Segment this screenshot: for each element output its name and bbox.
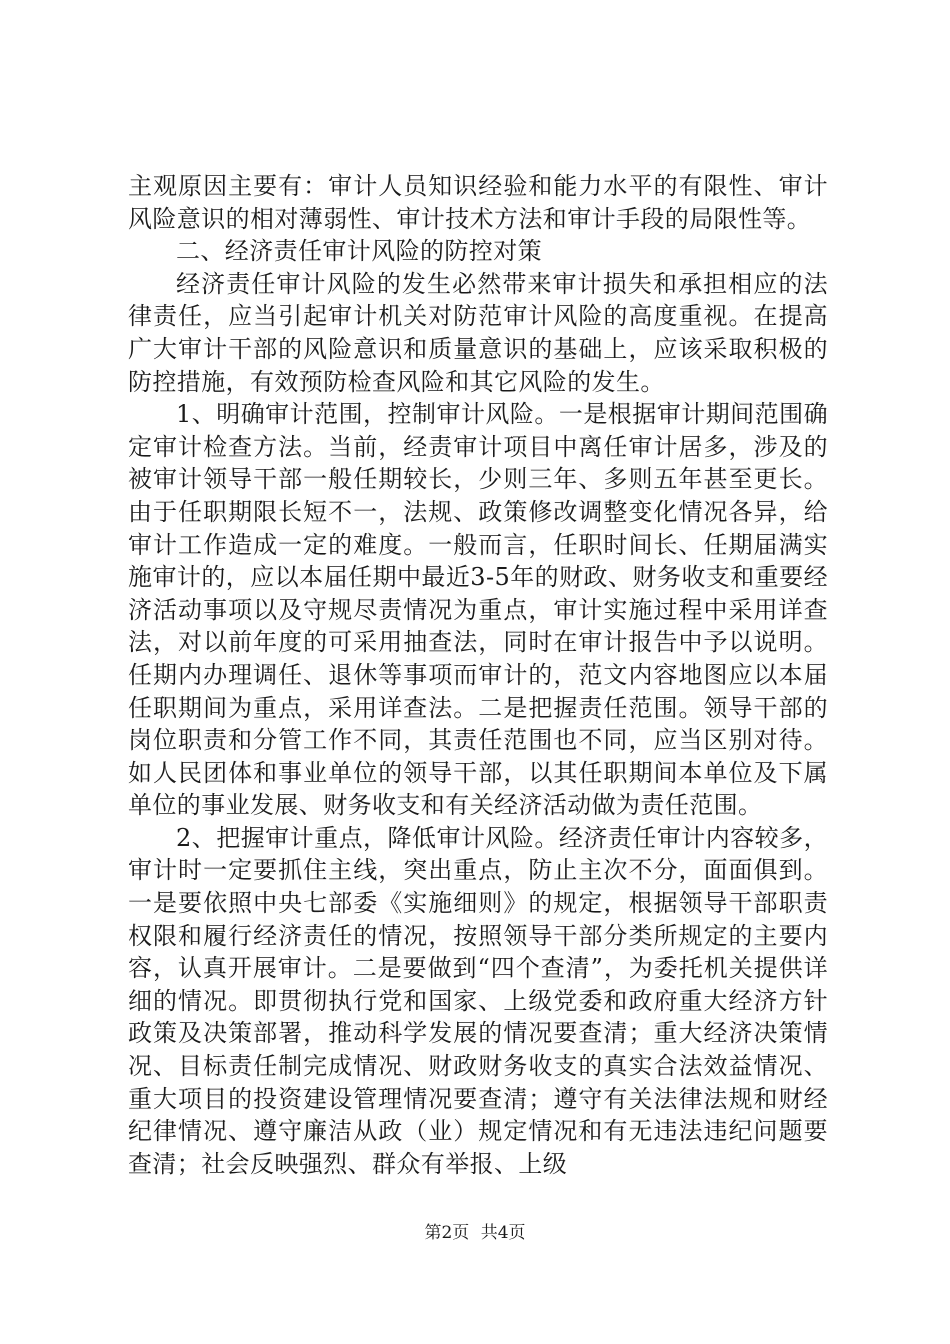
page-number: 第2页	[424, 1223, 470, 1243]
paragraph-risk-intro: 经济责任审计风险的发生必然带来审计损失和承担相应的法律责任，应当引起审计机关对防范审计风险的高度重视。在提高广大审计干部的风险意识和质量意识的基础上，应该采取积极的防控措施，有效预防检查风险和其它风险的发生。	[128, 269, 828, 396]
section-heading-prevention: 二、经济责任审计风险的防控对策	[176, 237, 542, 266]
paragraph-subjective-causes: 主观原因主要有：审计人员知识经验和能力水平的有限性、审计风险意识的相对薄弱性、审计技术方法和审计手段的局限性等。	[128, 172, 828, 233]
paragraph-point-2: 2、把握审计重点，降低审计风险。经济责任审计内容较多，审计时一定要抓住主线，突出重点，防止主次不分，面面俱到。一是要依照中央七部委《实施细则》的规定，根据领导干部职责权限和履行经济责任的情况，按照领导干部分类所规定的主要内容，认真开展审计。二是要做到“四个查清”，为委托机关提供详细的情况。即贯彻执行党和国家、上级党委和政府重大经济方针政策及决策部署，推动科学发展的情况要查清；重大经济决策情况、目标责任制完成情况、财政财务收支的真实合法效益情况、重大项目的投资建设管理情况要查清；遵守有关法律法规和财经纪律情况、遵守廉洁从政（业）规定情况和有无违法违纪问题要查清；社会反映强烈、群众有举报、上级	[128, 823, 828, 1178]
document-body	[128, 170, 828, 1180]
paragraph-point-1: 1、明确审计范围，控制审计风险。一是根据审计期间范围确定审计检查方法。当前，经责审计项目中离任审计居多，涉及的被审计领导干部一般任期较长，少则三年、多则五年甚至更长。由于任职期限长短不一，法规、政策修改调整变化情况各异，给审计工作造成一定的难度。一般而言，任职时间长、任期届满实施审计的，应以本届任期中最近3-5年的财政、财务收支和重要经济活动事项以及守规尽责情况为重点，审计实施过程中采用详查法，对以前年度的可采用抽查法，同时在审计报告中予以说明。任期内办理调任、退休等事项而审计的，范文内容地图应以本届任职期间为重点，采用详查法。二是把握责任范围。领导干部的岗位职责和分管工作不同，其责任范围也不同，应当区别对待。如人民团体和事业单位的领导干部，以其任职期间本单位及下属单位的事业发展、财务收支和有关经济活动做为责任范围。	[128, 400, 828, 820]
page-total: 共4页	[480, 1223, 526, 1243]
page-footer	[0, 1218, 950, 1243]
